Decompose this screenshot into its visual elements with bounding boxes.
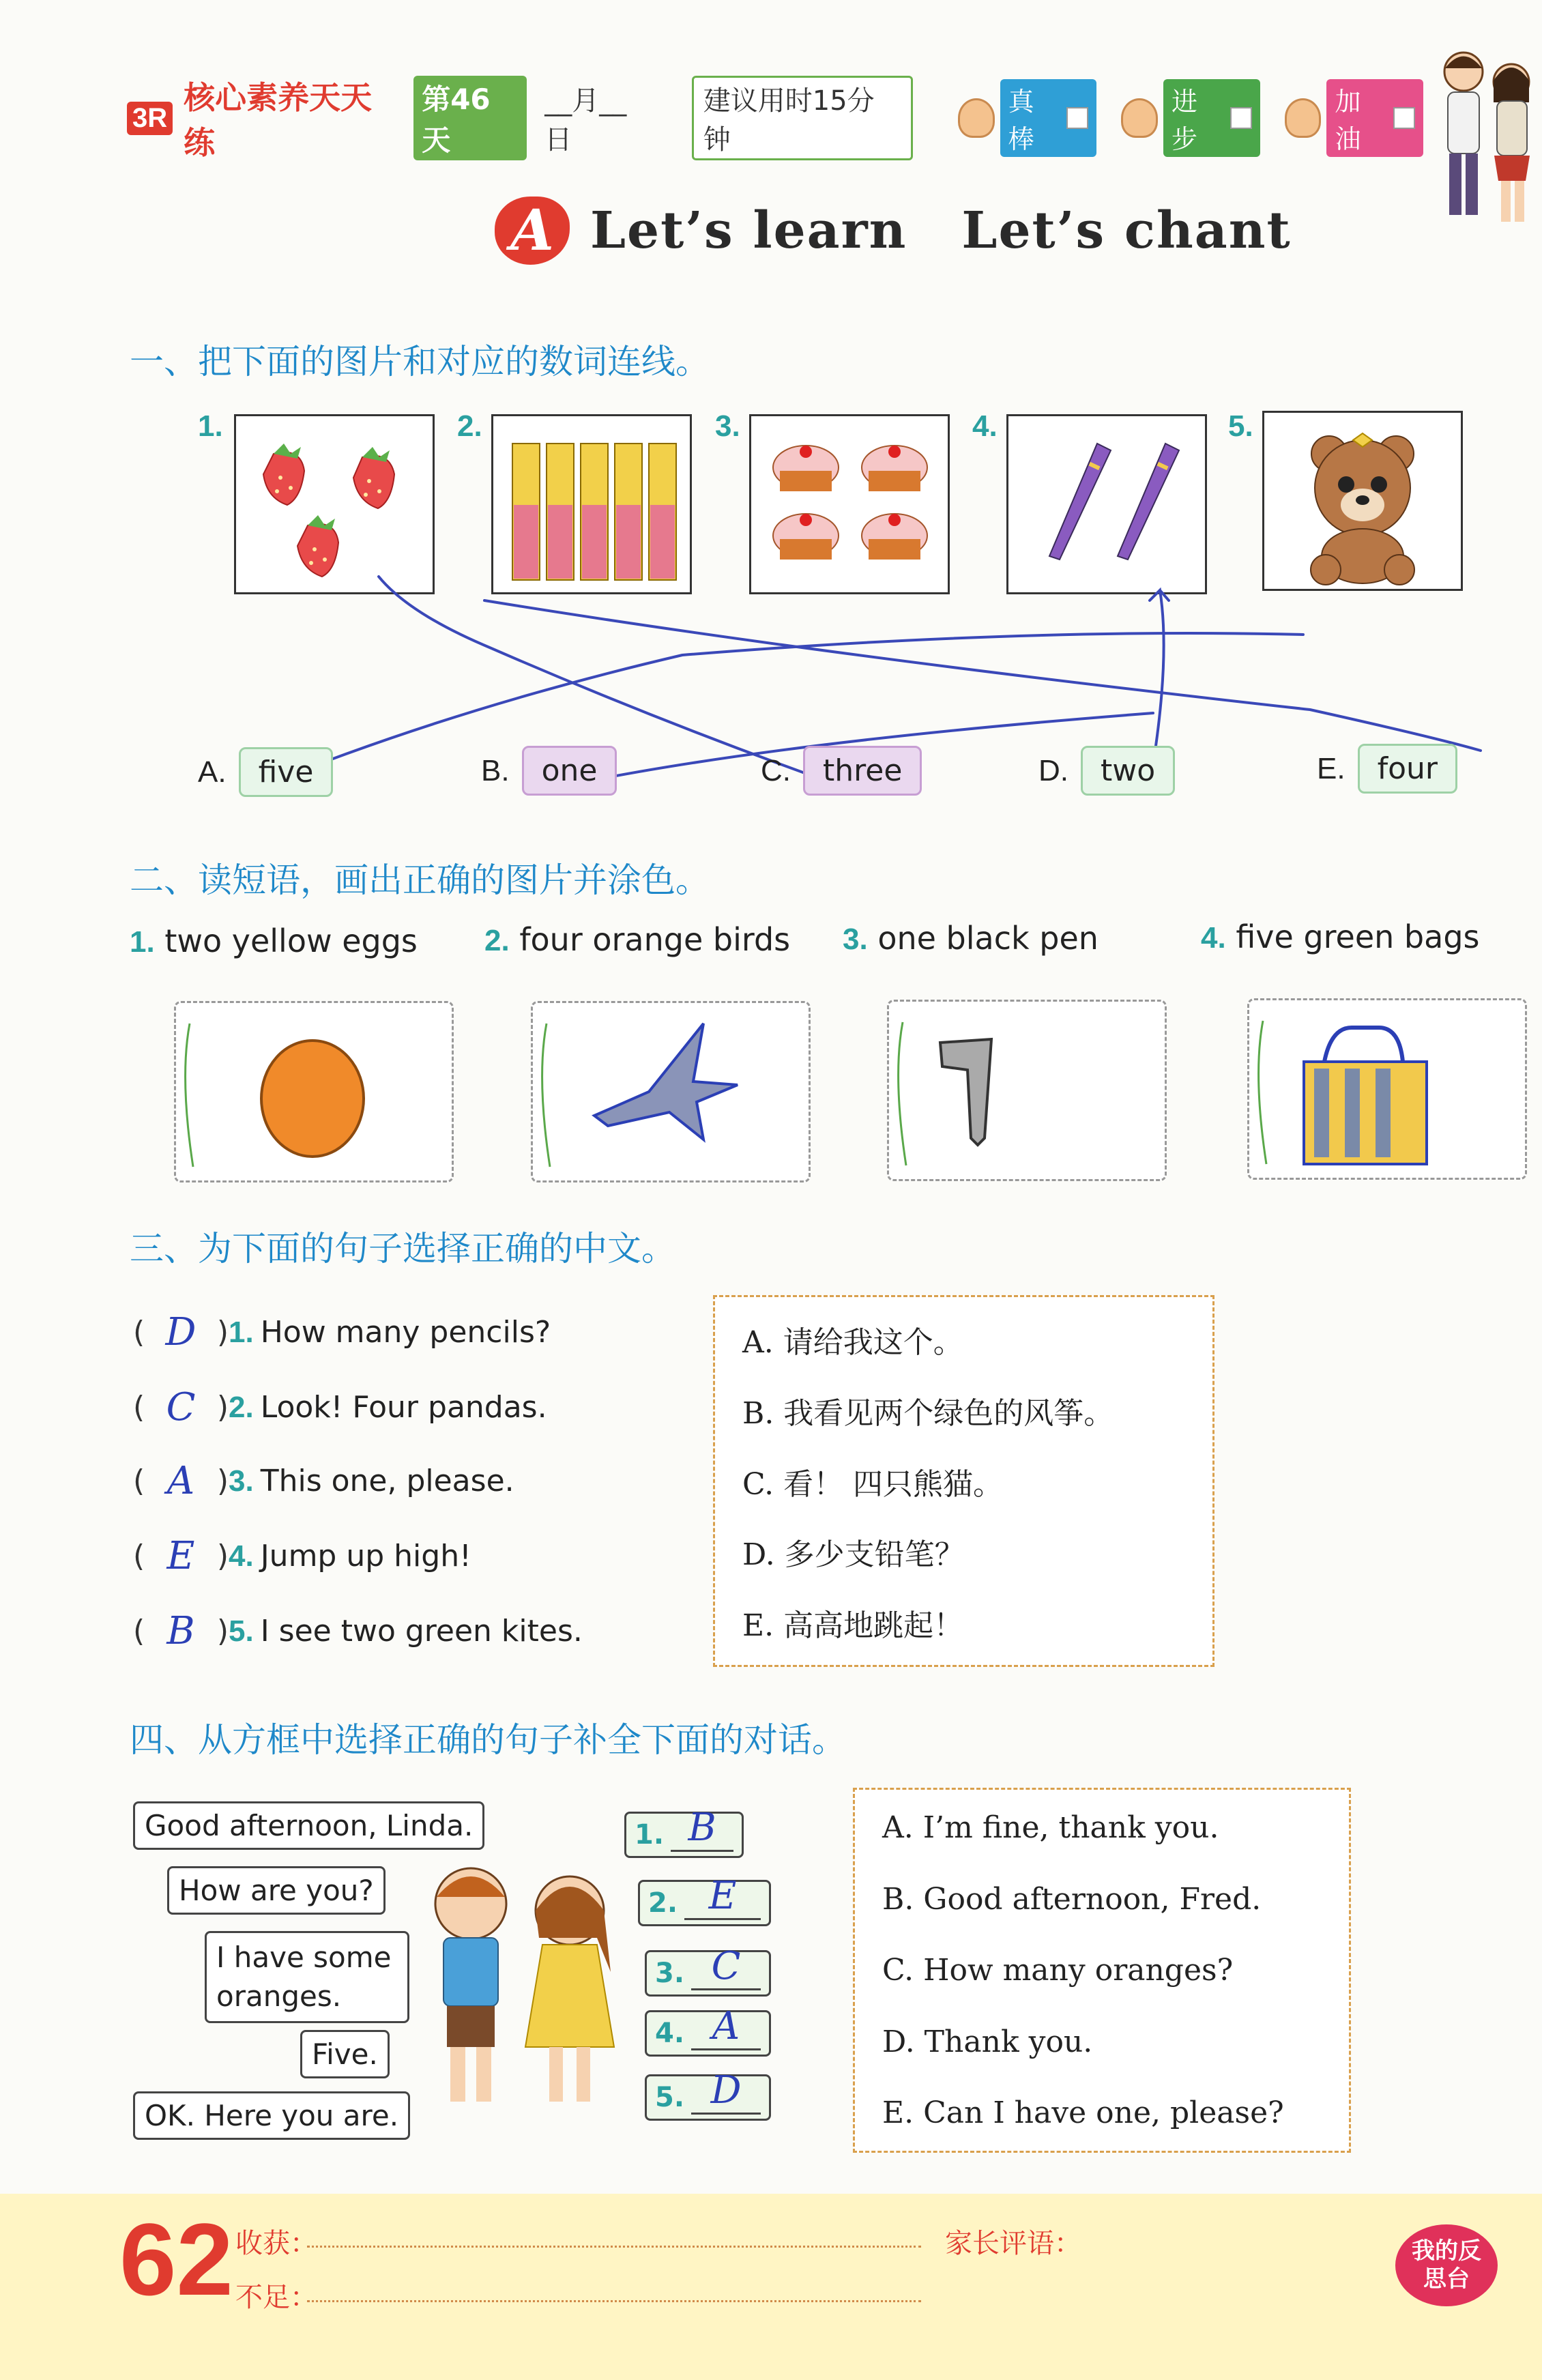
- question-number: 4.: [229, 1539, 254, 1573]
- phrase-2: [484, 921, 790, 958]
- rating-label: 真棒: [1008, 87, 1034, 154]
- dialog-bubble-1: Good afternoon, Linda.: [133, 1801, 484, 1850]
- rating-label: 加油: [1335, 87, 1361, 154]
- answer-line[interactable]: [691, 2004, 761, 2050]
- answer-line[interactable]: [691, 2068, 761, 2115]
- word-tag: five: [239, 747, 334, 797]
- answer-bubble-2[interactable]: [638, 1874, 771, 1926]
- matching-lines: [0, 0, 1542, 853]
- word-letter: E.: [1317, 751, 1345, 785]
- option-d: D. 多少支铅笔？: [742, 1537, 965, 1573]
- word-option-b[interactable]: [481, 746, 617, 796]
- answer-bubble-1[interactable]: [624, 1805, 744, 1858]
- phrase-number: 3.: [843, 923, 868, 956]
- phrase-number: 4.: [1201, 921, 1226, 955]
- question-number: 5.: [229, 1614, 254, 1648]
- answer-line[interactable]: [671, 1805, 733, 1852]
- phrase-1: [130, 923, 418, 959]
- drawn-bird: [533, 1003, 809, 1180]
- drawn-egg: [176, 1003, 452, 1180]
- handwritten-answer: D: [165, 1310, 197, 1354]
- pic-number: 3.: [715, 409, 740, 443]
- question-2: [133, 1385, 547, 1430]
- children-illustration: [409, 1842, 635, 2115]
- option-d: D. Thank you.: [882, 2024, 1093, 2059]
- brand-title: 核心素养天天练: [184, 79, 373, 161]
- brand-badge: 3R: [127, 102, 173, 135]
- rating-label: 进步: [1172, 87, 1198, 154]
- lack-line[interactable]: [307, 2299, 921, 2302]
- option-b: B. 我看见两个绿色的风筝。: [742, 1395, 1114, 1431]
- answer-number: 3.: [655, 1958, 685, 1989]
- word-tag: two: [1081, 746, 1175, 796]
- handwritten-answer: A: [166, 1459, 195, 1503]
- drawing-box-3[interactable]: [887, 1000, 1167, 1181]
- answer-blank[interactable]: ( B ): [133, 1609, 229, 1653]
- time-hint: 建议用时15分钟: [692, 76, 913, 160]
- word-letter: A.: [198, 755, 227, 789]
- answer-number: 5.: [655, 2082, 685, 2113]
- phrase-text: two yellow eggs: [164, 923, 418, 959]
- word-tag: three: [803, 746, 922, 796]
- handwritten-answer: E: [166, 1534, 195, 1578]
- drawing-box-1[interactable]: [174, 1001, 454, 1182]
- option-a: A. 请给我这个。: [742, 1325, 963, 1360]
- question-number: 2.: [229, 1390, 254, 1424]
- phrase-text: one black pen: [877, 920, 1099, 957]
- handwritten-answer: B: [688, 1805, 716, 1850]
- question-5: [133, 1609, 583, 1653]
- phrase-text: four orange birds: [519, 921, 791, 958]
- drawing-box-2[interactable]: [531, 1001, 811, 1182]
- answer-blank[interactable]: ( C ): [133, 1385, 229, 1430]
- question-text: How many pencils?: [260, 1315, 551, 1350]
- part1-title: 一、把下面的图片和对应的数词连线。: [130, 342, 710, 381]
- handwritten-answer: D: [710, 2068, 742, 2113]
- reflect-badge: 我的反思台: [1395, 2224, 1498, 2306]
- dialog-bubble-4: Five.: [300, 2030, 390, 2078]
- answer-bubble-4[interactable]: [645, 2004, 771, 2057]
- parent-comment-label: 家长评语：: [945, 2228, 1081, 2259]
- question-text: I see two green kites.: [260, 1614, 583, 1649]
- answer-number: 2.: [648, 1887, 678, 1919]
- word-option-c[interactable]: [761, 746, 922, 796]
- phrase-number: 1.: [130, 925, 155, 959]
- option-a: A. I’m fine, thank you.: [882, 1810, 1219, 1845]
- option-e: E. 高高地跳起！: [742, 1608, 964, 1643]
- question-number: 3.: [229, 1464, 254, 1498]
- question-text: Jump up high!: [260, 1539, 471, 1573]
- word-option-a[interactable]: [198, 747, 333, 797]
- word-letter: D.: [1038, 753, 1068, 787]
- answer-number: 4.: [655, 2018, 685, 2049]
- question-3: [133, 1459, 514, 1503]
- pic-number: 2.: [457, 409, 482, 443]
- question-number: 1.: [229, 1315, 254, 1349]
- answer-bubble-3[interactable]: [645, 1944, 771, 1997]
- gain-line[interactable]: [307, 2245, 921, 2248]
- drawing-box-4[interactable]: [1247, 998, 1527, 1180]
- answer-blank[interactable]: ( E ): [133, 1534, 229, 1578]
- question-text: This one, please.: [260, 1464, 514, 1498]
- dialog-bubble-5: OK. Here you are.: [133, 2091, 410, 2140]
- option-c: C. How many oranges?: [882, 1953, 1234, 1988]
- word-option-d[interactable]: [1038, 746, 1175, 796]
- pic-number: 1.: [198, 409, 223, 443]
- word-tag: four: [1358, 744, 1457, 794]
- part4-options-box: [853, 1788, 1351, 2153]
- answer-line[interactable]: [691, 1944, 761, 1990]
- dialog-bubble-2: How are you?: [167, 1866, 386, 1915]
- part3-title: 三、为下面的句子选择正确的中文。: [130, 1229, 675, 1268]
- dialog-bubble-3: I have some oranges.: [205, 1931, 409, 2023]
- option-b: B. Good afternoon, Fred.: [882, 1881, 1262, 1917]
- phrase-4: [1201, 918, 1479, 955]
- answer-line[interactable]: [684, 1874, 761, 1920]
- drawn-bag: [1249, 1000, 1525, 1178]
- word-tag: one: [522, 746, 617, 796]
- phrase-3: [843, 920, 1099, 957]
- handwritten-answer: E: [708, 1874, 737, 1918]
- section-badge: A: [495, 197, 570, 265]
- date-blank: __月__日: [544, 85, 627, 156]
- option-c: C. 看！ 四只熊猫。: [742, 1466, 1004, 1502]
- phrase-number: 2.: [484, 924, 510, 957]
- answer-blank[interactable]: ( A ): [133, 1459, 229, 1503]
- answer-number: 1.: [635, 1819, 665, 1851]
- part2-title: 二、读短语，画出正确的图片并涂色。: [130, 860, 710, 900]
- handwritten-answer: A: [712, 2004, 740, 2048]
- answer-blank[interactable]: ( D ): [133, 1310, 229, 1354]
- answer-bubble-5[interactable]: [645, 2068, 771, 2121]
- drawn-pen: [889, 1002, 1165, 1179]
- handwritten-answer: C: [711, 1944, 741, 1988]
- section-title-learn: Let’s learn: [590, 201, 907, 260]
- word-letter: B.: [481, 753, 510, 787]
- gain-label: 收获：: [235, 2228, 317, 2259]
- question-4: [133, 1534, 471, 1578]
- page-number: 62: [119, 2202, 233, 2317]
- section-title-chant: Let’s chant: [961, 201, 1292, 260]
- part4-title: 四、从方框中选择正确的句子补全下面的对话。: [130, 1720, 846, 1760]
- phrase-text: five green bags: [1236, 918, 1480, 955]
- question-1: [133, 1310, 551, 1354]
- lack-label: 不足：: [235, 2282, 317, 2313]
- day-box: 第46天: [413, 76, 527, 160]
- handwritten-answer: C: [166, 1385, 196, 1430]
- word-option-e[interactable]: [1317, 744, 1457, 794]
- part3-options-box: [713, 1295, 1214, 1667]
- word-letter: C.: [761, 753, 791, 787]
- pic-number: 5.: [1228, 409, 1253, 443]
- pic-number: 4.: [972, 409, 998, 443]
- handwritten-answer: B: [166, 1609, 195, 1653]
- question-text: Look! Four pandas.: [260, 1390, 547, 1425]
- option-e: E. Can I have one, please?: [882, 2095, 1284, 2130]
